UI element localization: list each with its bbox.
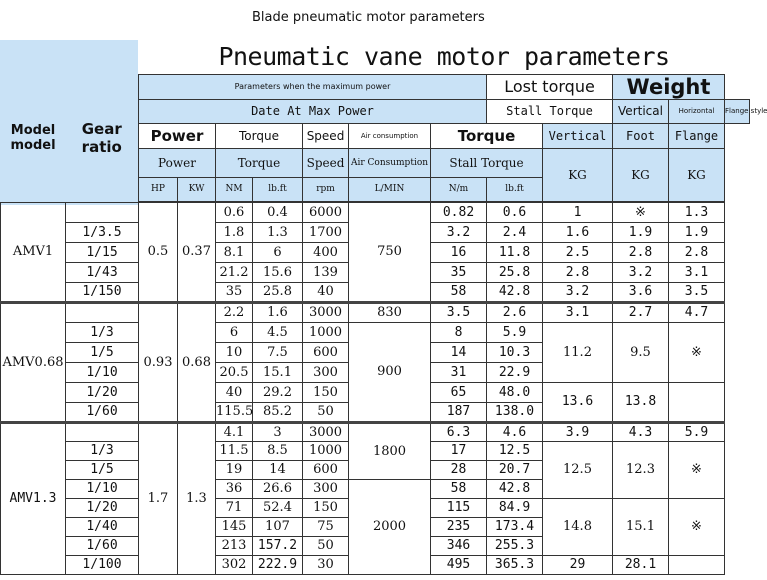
weight-vertical: 14.8	[543, 498, 613, 555]
stall-nm: 17	[431, 441, 487, 460]
stall-nm: 35	[431, 262, 487, 282]
torque-lbft: 14	[253, 460, 303, 479]
gear-cell: 1/20	[66, 498, 139, 517]
stall-lbft: 48.0	[487, 382, 543, 402]
weight-flange	[669, 382, 725, 422]
kw-amv068: 0.68	[178, 302, 216, 422]
params-max-power-header: Parameters when the maximum power	[139, 74, 487, 99]
gear-cell: 1/3	[66, 322, 139, 342]
weight-vertical: 11.2	[543, 322, 613, 382]
stall-lbft: 22.9	[487, 362, 543, 382]
weight-foot: 12.3	[613, 441, 669, 498]
stall-nm: 346	[431, 536, 487, 555]
weight-vertical: 1	[543, 202, 613, 222]
torque-lbft: 15.6	[253, 262, 303, 282]
stall-lbft: 12.5	[487, 441, 543, 460]
weight-vertical: 3.1	[543, 302, 613, 322]
torque-lbft: 6	[253, 242, 303, 262]
weight-flange: 1.9	[669, 222, 725, 242]
weight-vertical: 13.6	[543, 382, 613, 422]
hp-unit: HP	[139, 177, 178, 201]
weight-flange: 3.1	[669, 262, 725, 282]
weight-foot: 28.1	[613, 555, 669, 574]
air-amv068-a: 830	[349, 302, 431, 322]
torque-lbft: 52.4	[253, 498, 303, 517]
weight-foot: 3.2	[613, 262, 669, 282]
weight-vertical: 12.5	[543, 441, 613, 498]
stall-lbft: 138.0	[487, 402, 543, 422]
torque-nm: 6	[216, 322, 253, 342]
weight-vertical: 3.2	[543, 282, 613, 302]
air-amv13-b: 2000	[349, 479, 431, 574]
model-amv1: AMV1	[1, 202, 66, 302]
weight-vertical: 3.9	[543, 422, 613, 441]
vertical-header: Vertical	[543, 123, 613, 148]
speed-rpm: 1700	[303, 222, 349, 242]
speed-rpm: 30	[303, 555, 349, 574]
torque-nm: 4.1	[216, 422, 253, 441]
air-amv13-a: 1800	[349, 422, 431, 479]
speed-rpm: 300	[303, 362, 349, 382]
gear-cell	[66, 302, 139, 322]
gear-cell: 1/10	[66, 362, 139, 382]
torque-lbft: 7.5	[253, 342, 303, 362]
weight-flange: ※	[669, 441, 725, 498]
stall-nm: 16	[431, 242, 487, 262]
torque-big-header: Torque	[431, 123, 543, 148]
weight-foot: 13.8	[613, 382, 669, 422]
speed-rpm: 6000	[303, 202, 349, 222]
weight-vertical: 2.5	[543, 242, 613, 262]
gear-cell	[66, 202, 139, 222]
stall-lbft: 42.8	[487, 479, 543, 498]
air-consumption-small-header: Air consumption	[349, 123, 431, 148]
torque-nm: 302	[216, 555, 253, 574]
torque-nm: 8.1	[216, 242, 253, 262]
gear-cell: 1/10	[66, 479, 139, 498]
torque-lbft: 85.2	[253, 402, 303, 422]
speed-rpm: 400	[303, 242, 349, 262]
stall-nm: 8	[431, 322, 487, 342]
weight-vertical: 1.6	[543, 222, 613, 242]
torque-nm: 35	[216, 282, 253, 302]
title-spacer	[1, 40, 725, 74]
gear-cell: 1/60	[66, 536, 139, 555]
stall-lbft: 2.6	[487, 302, 543, 322]
torque-nm: 19	[216, 460, 253, 479]
horizontal-small-header: Horizontal	[669, 99, 725, 123]
air-consumption-header-2: Air Consumption	[349, 148, 431, 177]
weight-flange: 5.9	[669, 422, 725, 441]
stall-nm: 31	[431, 362, 487, 382]
weight-flange: 3.5	[669, 282, 725, 302]
flange-header: Flange	[669, 123, 725, 148]
speed-rpm: 150	[303, 498, 349, 517]
kw-unit: KW	[178, 177, 216, 201]
torque-lbft: 1.6	[253, 302, 303, 322]
model-amv068: AMV0.68	[1, 302, 66, 422]
torque-nm: 21.2	[216, 262, 253, 282]
speed-rpm: 1000	[303, 441, 349, 460]
kw-amv1: 0.37	[178, 202, 216, 302]
weight-foot: 3.6	[613, 282, 669, 302]
speed-rpm: 40	[303, 282, 349, 302]
torque-nm: 1.8	[216, 222, 253, 242]
kw-amv13: 1.3	[178, 422, 216, 574]
model-header: Model model	[10, 122, 56, 153]
kg-unit-1: KG	[543, 148, 613, 201]
stall-torque-header-2: Stall Torque	[431, 148, 543, 177]
stall-lbft: 365.3	[487, 555, 543, 574]
torque-lbft: 29.2	[253, 382, 303, 402]
lbft-unit: lb.ft	[253, 177, 303, 201]
flange-style-small-header: Flange style	[725, 99, 750, 123]
air-amv068-b: 900	[349, 322, 431, 422]
speed-rpm: 150	[303, 382, 349, 402]
weight-foot: 9.5	[613, 322, 669, 382]
caption-text: Blade pneumatic motor parameters	[252, 10, 485, 25]
weight-flange: 2.8	[669, 242, 725, 262]
torque-header-2: Torque	[216, 148, 303, 177]
speed-rpm: 75	[303, 517, 349, 536]
torque-lbft: 0.4	[253, 202, 303, 222]
stall-lbft: 255.3	[487, 536, 543, 555]
torque-nm: 11.5	[216, 441, 253, 460]
stall-nm: 0.82	[431, 202, 487, 222]
gear-cell: 1/20	[66, 382, 139, 402]
nm-stall-unit: N/m	[431, 177, 487, 201]
torque-lbft: 4.5	[253, 322, 303, 342]
stall-nm: 235	[431, 517, 487, 536]
stall-lbft: 10.3	[487, 342, 543, 362]
air-amv1: 750	[349, 202, 431, 302]
speed-header: Speed	[303, 123, 349, 148]
weight-flange: 1.3	[669, 202, 725, 222]
stall-torque-header: Stall Torque	[487, 99, 613, 123]
gear-cell: 1/100	[66, 555, 139, 574]
vertical-small-header: Vertical	[613, 99, 669, 123]
speed-rpm: 139	[303, 262, 349, 282]
gear-cell: 1/60	[66, 402, 139, 422]
kg-unit-3: KG	[669, 148, 725, 201]
stall-nm: 58	[431, 282, 487, 302]
stall-nm: 115	[431, 498, 487, 517]
torque-header: Torque	[216, 123, 303, 148]
weight-foot: 2.8	[613, 242, 669, 262]
page-caption	[0, 0, 750, 40]
stall-lbft: 84.9	[487, 498, 543, 517]
weight-foot: 15.1	[613, 498, 669, 555]
stall-nm: 28	[431, 460, 487, 479]
speed-rpm: 600	[303, 342, 349, 362]
table-title: Pneumatic vane motor parameters	[138, 40, 750, 74]
stall-lbft: 25.8	[487, 262, 543, 282]
power-header-2: Power	[139, 148, 216, 177]
gear-cell: 1/3.5	[66, 222, 139, 242]
weight-flange: ※	[669, 498, 725, 555]
stall-lbft: 20.7	[487, 460, 543, 479]
stall-nm: 6.3	[431, 422, 487, 441]
torque-nm: 10	[216, 342, 253, 362]
stall-nm: 65	[431, 382, 487, 402]
torque-nm: 71	[216, 498, 253, 517]
stall-lbft: 4.6	[487, 422, 543, 441]
gear-cell: 1/5	[66, 460, 139, 479]
torque-lbft: 8.5	[253, 441, 303, 460]
torque-nm: 20.5	[216, 362, 253, 382]
stall-nm: 14	[431, 342, 487, 362]
gear-cell: 1/43	[66, 262, 139, 282]
stall-nm: 3.2	[431, 222, 487, 242]
torque-lbft: 3	[253, 422, 303, 441]
weight-foot: 1.9	[613, 222, 669, 242]
stall-lbft: 42.8	[487, 282, 543, 302]
torque-lbft: 25.8	[253, 282, 303, 302]
stall-lbft: 11.8	[487, 242, 543, 262]
torque-nm: 0.6	[216, 202, 253, 222]
speed-rpm: 1000	[303, 322, 349, 342]
torque-nm: 115.5	[216, 402, 253, 422]
weight-header: Weight	[613, 74, 725, 99]
torque-lbft: 1.3	[253, 222, 303, 242]
torque-nm: 145	[216, 517, 253, 536]
stall-nm: 187	[431, 402, 487, 422]
gear-cell	[66, 422, 139, 441]
gear-cell: 1/40	[66, 517, 139, 536]
rpm-unit: rpm	[303, 177, 349, 201]
weight-flange	[669, 555, 725, 574]
gear-cell: 1/15	[66, 242, 139, 262]
torque-nm: 40	[216, 382, 253, 402]
speed-rpm: 300	[303, 479, 349, 498]
torque-nm: 2.2	[216, 302, 253, 322]
stall-lbft: 173.4	[487, 517, 543, 536]
torque-nm: 213	[216, 536, 253, 555]
speed-rpm: 50	[303, 536, 349, 555]
stall-lbft: 5.9	[487, 322, 543, 342]
weight-foot: 2.7	[613, 302, 669, 322]
gear-ratio-header: Gear ratio	[81, 119, 122, 156]
weight-vertical: 2.8	[543, 262, 613, 282]
torque-lbft: 157.2	[253, 536, 303, 555]
speed-rpm: 3000	[303, 302, 349, 322]
gear-cell: 1/150	[66, 282, 139, 302]
gear-cell: 1/3	[66, 441, 139, 460]
torque-lbft: 26.6	[253, 479, 303, 498]
torque-lbft: 107	[253, 517, 303, 536]
foot-header: Foot	[613, 123, 669, 148]
lost-torque-header: Lost torque	[487, 74, 613, 99]
stall-nm: 58	[431, 479, 487, 498]
power-header: Power	[139, 123, 216, 148]
lbft-stall-unit: lb.ft	[487, 177, 543, 201]
lmin-unit: L/MIN	[349, 177, 431, 201]
torque-lbft: 222.9	[253, 555, 303, 574]
weight-foot: 4.3	[613, 422, 669, 441]
stall-lbft: 2.4	[487, 222, 543, 242]
weight-vertical: 29	[543, 555, 613, 574]
hp-amv068: 0.93	[139, 302, 178, 422]
stall-lbft: 0.6	[487, 202, 543, 222]
weight-flange: 4.7	[669, 302, 725, 322]
model-amv13: AMV1.3	[1, 422, 66, 574]
torque-lbft: 15.1	[253, 362, 303, 382]
parameters-table	[0, 40, 767, 575]
speed-rpm: 3000	[303, 422, 349, 441]
hp-amv1: 0.5	[139, 202, 178, 302]
torque-nm: 36	[216, 479, 253, 498]
hp-amv13: 1.7	[139, 422, 178, 574]
weight-flange: ※	[669, 322, 725, 382]
stall-nm: 3.5	[431, 302, 487, 322]
gear-cell: 1/5	[66, 342, 139, 362]
speed-header-2: Speed	[303, 148, 349, 177]
nm-unit: NM	[216, 177, 253, 201]
stall-nm: 495	[431, 555, 487, 574]
speed-rpm: 50	[303, 402, 349, 422]
kg-unit-2: KG	[613, 148, 669, 201]
speed-rpm: 600	[303, 460, 349, 479]
weight-foot: ※	[613, 202, 669, 222]
date-max-power-header: Date At Max Power	[139, 99, 487, 123]
